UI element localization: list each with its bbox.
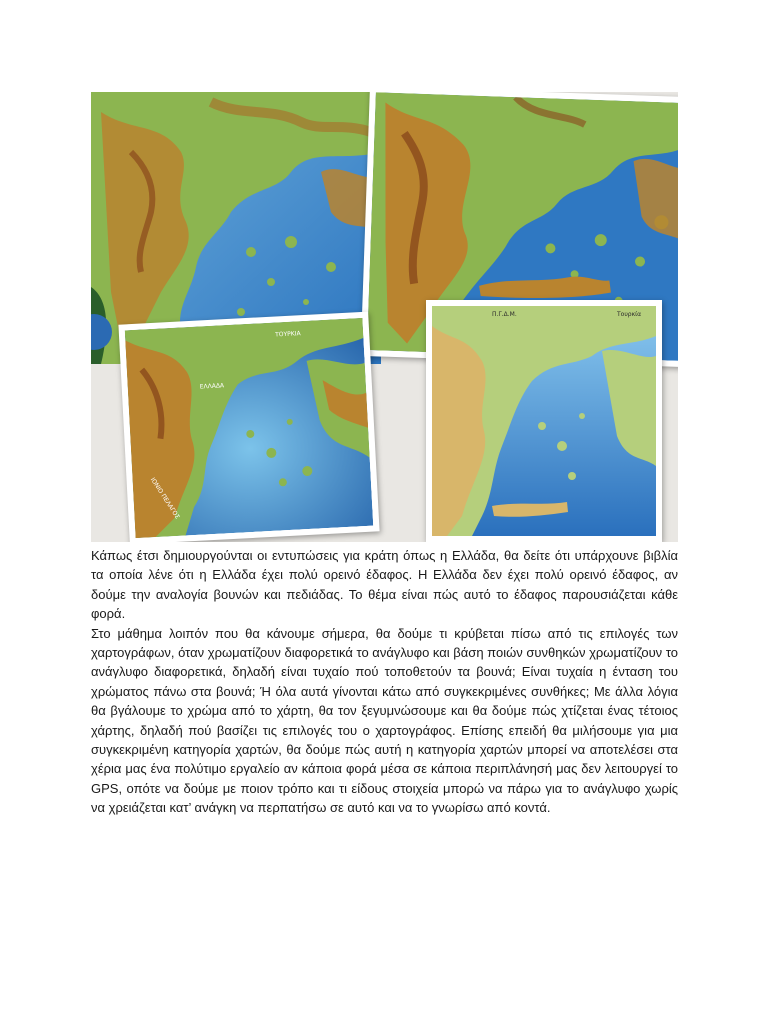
map-greece-bottom-left <box>118 312 379 542</box>
body-text <box>91 546 678 818</box>
relief-map-graphic <box>432 306 656 536</box>
paragraph-1: Κάπως έτσι δημιουργούνται οι εντυπώσεις για κράτη όπως η Ελλάδα, θα δείτε ότι υπάρχουνε βιβλία τα οποία λένε ότι η Ελλάδα έχει πολύ ορεινό έδαφος. Η Ελλάδα δεν έχει πολύ ορεινό έδαφος, αν δούμε την αναλογία βουνών και πεδιάδας. Το θέμα είναι πώς αυτό το έδαφος παρουσιάζεται κάθε φορά. <box>91 548 678 622</box>
map-label-ionian-sea: ΙΟΝΙΟ ΠΕΛΑΓΟΣ <box>148 476 181 521</box>
map-label-turkey: ΤΟΥΡΚΙΑ <box>274 330 301 339</box>
map-collage <box>91 92 678 542</box>
map-label-greece: ΕΛΛΑΔΑ <box>199 382 225 391</box>
map-label-turkey: Τουρκία <box>617 311 642 318</box>
relief-map-graphic <box>125 318 374 538</box>
paragraph-2: Στο μάθημα λοιπόν που θα κάνουμε σήμερα, θα δούμε τι κρύβεται πίσω από τις επιλογές των χαρτογράφων, όταν χρωματίζουν διαφορετικά το ανάγλυφο και βάση ποιών συνθηκών χρωματίζουν το ανάγλυφο διαφορετικά, δηλαδή είναι τυχαίο πού τοποθετούν τα βουνά; Είναι τυχαία η ένταση του χρώματος πάνω στα βουνά; Ή όλα αυτά γίνονται κάτω από συγκεκριμένες συνθήκες; Με άλλα λόγια θα βγάλουμε το χρώμα από το χάρτη, θα τον ξεγυμνώσουμε και θα δούμε πώς χτίζεται ένας τέτοιος χάρτης, δηλαδή πού βασίζει τις επιλογές του ο χαρτογράφος. Επίσης επειδή θα μιλήσουμε για μια συγκεκριμένη κατηγορία χαρτών, θα δούμε πώς αυτή η κατηγορία χαρτών μπορεί να αποτελέσει στα χέρια μας ένα πολύτιμο εργαλείο αν κάποια φορά μέσα σε κάποια περιπλάνησή μας δεν λειτουργεί το GPS, οπότε να δούμε με ποιον τρόπο και τι είδους στοιχεία μπορώ να πάρω για το ανάγλυφο χωρίς να χρειάζεται κατ’ ανάγκη να περπατήσω σε αυτό και να το γνωρίσω από κοντά. <box>91 625 678 816</box>
map-label-fyrom: Π.Γ.Δ.Μ. <box>492 311 517 318</box>
map-greece-bottom-right <box>426 300 662 542</box>
